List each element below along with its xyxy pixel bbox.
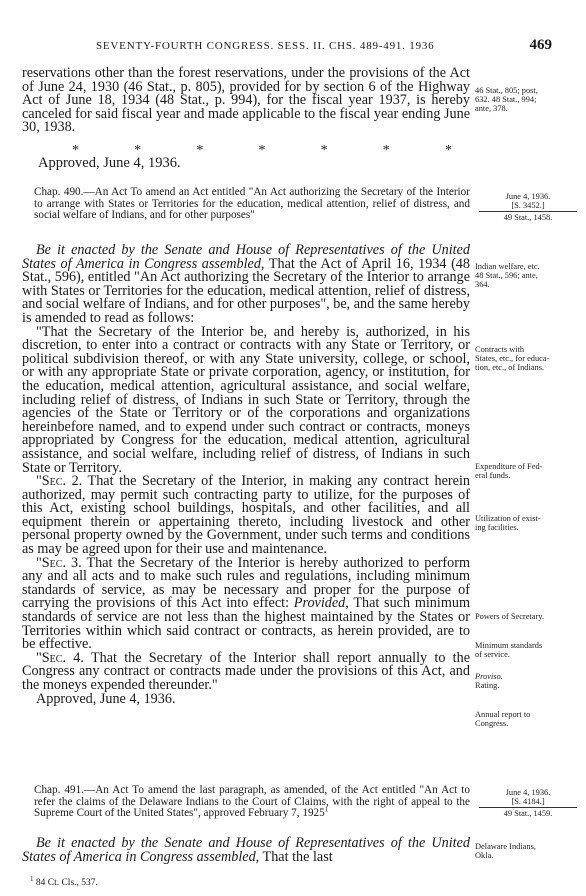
chapter-490-title: Chap. 490.—An Act To amend an Act entitled "An Act authorizing the Secretary of the Interior to arrange with States or Territories for the education, medical attention, relief of distress, and social welfare of Indians, and for other purposes" <box>34 186 470 222</box>
margin-note-bill: [S. 4184.] <box>511 797 545 806</box>
footnote <box>30 874 98 888</box>
section-3-text-b: That such minimum standards of service are not less than the highest maintained by the States or Territories within which said contract or contracts, as herein provided, are to be effective. <box>22 595 470 653</box>
section-3-label: "Sec. 3. <box>36 554 82 571</box>
margin-note-line: Congress. <box>475 719 509 728</box>
margin-note-line: Powers of Secretary. <box>475 612 544 621</box>
footnote-text: 84 Ct. Cls., 537. <box>35 878 98 888</box>
margin-note-line: 364. <box>475 280 490 289</box>
margin-note-line: 632. 48 Stat., 994; <box>475 95 537 104</box>
section-4-label: "Sec. 4. <box>36 649 84 666</box>
margin-note-citations <box>475 86 581 113</box>
margin-note-date: June 4, 1936. <box>505 192 551 201</box>
section-3-paragraph <box>22 554 470 653</box>
star: * <box>258 143 266 158</box>
margin-note-stat: 49 Stat., 1458. <box>503 213 553 222</box>
margin-note-line: Proviso. <box>475 672 503 681</box>
section-2-paragraph <box>22 475 470 557</box>
margin-rule <box>479 807 577 808</box>
section-4-text: That the Secretary of the Interior shall report annually to the Congress any contract or contracts made under the provisions of this Act, and the moneys expended thereunder." <box>22 649 471 693</box>
chapter-491-enacting-paragraph <box>22 836 470 864</box>
margin-note-line: Utilization of exist- <box>475 514 541 523</box>
margin-note-powers <box>475 612 581 621</box>
running-header <box>96 37 552 54</box>
margin-note-line: States, etc., for educa- <box>475 354 550 363</box>
section-1-paragraph: "That the Secretary of the Interior be, and hereby is, authorized, in his discretion, to enter into a contract or contracts with any State or Territory, or political subdivision thereof, or with any State university, college, or school, or with any appropriate State or private corporation, agency, or institution, for the education, medical attention, agricultural assistance, and social welfare, including relief of distress, of Indians in such State or Territory, through the agencies of the State or Territory or of the corporations and organizations hereinbefore named, and to expend under such contract or contracts, moneys appropriated by Congress for the education, medical attention, agricultural assistance, and social welfare, including relief of distress, of Indians in such State or Territory. <box>22 323 470 476</box>
margin-note-delaware <box>475 842 581 860</box>
margin-note-line: Rating. <box>475 681 500 690</box>
margin-note-line: Contracts with <box>475 345 525 354</box>
margin-note-line: eral funds. <box>475 471 511 480</box>
top-paragraph-text: reservations other than the forest reservations, under the provisions of the Act of June 24, 1930 (46 Stat., p. 805), provided for by section 6 of the Highway Act of June 18, 1934 (48 Stat., p. 994), for the fiscal year 1937, is hereby canceled for said fiscal year and made applicable to the fiscal year ending June 30, 1938. <box>22 65 470 136</box>
chapter-490-heading <box>22 187 470 222</box>
margin-note-line: Delaware Indians, <box>475 842 536 851</box>
margin-note-chapter-490 <box>475 192 581 222</box>
chapter-491-enacting-clause: Be it enacted by the Senate and House of Representatives of the United States of America in Congress assembled, <box>22 835 470 865</box>
margin-note-line: ing facilities. <box>475 523 519 532</box>
margin-note-proviso <box>475 672 581 690</box>
star: * <box>134 143 142 158</box>
enacting-paragraph <box>22 244 470 326</box>
proviso-label: Provided, <box>293 595 349 612</box>
chapter-490-body <box>22 244 470 706</box>
chapter-491-body <box>22 836 470 864</box>
margin-note-line: 46 Stat., 805; post, <box>475 86 538 95</box>
margin-note-bill: [S. 3452.] <box>511 201 545 210</box>
margin-note-date: June 4, 1936. <box>505 788 551 797</box>
margin-note-line: Okla. <box>475 851 494 860</box>
section-3-text-a: That the Secretary of the Interior is hereby authorized to perform any and all acts and to make such rules and regulations, including minimum standards of service, as may be necessary and proper for the purpose of carrying the provisions of this Act into effect: <box>22 554 470 612</box>
margin-note-indian-welfare <box>475 262 581 289</box>
section-4-paragraph <box>22 649 471 693</box>
star: * <box>444 143 452 158</box>
margin-note-line: Minimum standards <box>475 641 543 650</box>
enacting-rest: That the Act of April 16, 1934 (48 Stat., 596), entitled "An Act authorizing the Secretary of the Interior to arrange with States or Territories for the education, medical attention, relief of distress, and social welfare of Indians, and for other purposes", be, and the same hereby is amended to read as follows: <box>22 255 470 326</box>
star: * <box>196 143 204 158</box>
footnote-ref: 1 <box>324 805 329 814</box>
star: * <box>320 143 328 158</box>
margin-note-line: Indian welfare, etc. <box>475 262 540 271</box>
chapter-491-enacting-rest: That the last <box>262 849 333 865</box>
margin-rule <box>479 211 577 212</box>
star: * <box>72 143 79 158</box>
margin-note-contracts <box>475 345 581 372</box>
top-paragraph <box>22 67 470 135</box>
margin-note-expenditure <box>475 462 581 480</box>
margin-note-annual-report <box>475 710 581 728</box>
margin-note-line: Annual report to <box>475 710 531 719</box>
margin-note-minimum-standards <box>475 641 581 659</box>
star: * <box>382 143 390 158</box>
margin-note-line: Expenditure of Fed- <box>475 462 543 471</box>
enacting-clause: Be it enacted by the Senate and House of Representatives of the United States of America in Congress assembled, <box>22 242 470 272</box>
section-2-text: That the Secretary of the Interior, in making any contract herein authorized, may permit such contracting party to utilize, for the purposes of this Act, existing school buildings, hospitals, and other facilities, and all equipment therein or appertaining thereto, including livestock and other personal property owned by the Government, under such terms and conditions as may be agreed upon for their use and maintenance. <box>22 473 470 558</box>
page-number: 469 <box>529 37 552 53</box>
chapter-491-heading <box>22 785 470 820</box>
margin-note-line: tion, etc., of Indians. <box>475 363 545 372</box>
running-title: SEVENTY-FOURTH CONGRESS. SESS. II. CHS. 489-491. 1936 <box>96 40 435 52</box>
chapter-491-title: Chap. 491.—An Act To amend the last paragraph, as amended, of the Act entitled "An Act to refer the claims of the Delaware Indians to the Court of Claims, with the right of appeal to the Supreme Court of the United States", approved February 7, 1925 <box>34 784 470 820</box>
margin-note-line: 48 Stat., 596; ante, <box>475 271 538 280</box>
margin-note-line: of service. <box>475 650 510 659</box>
footnote-mark: 1 <box>30 874 34 883</box>
margin-note-chapter-491 <box>475 788 581 818</box>
chapter-490-approved: Approved, June 4, 1936. <box>36 690 176 707</box>
margin-note-utilization <box>475 514 581 532</box>
section-2-label: "Sec. 2. <box>36 473 83 490</box>
approved-line: Approved, June 4, 1936. <box>38 155 181 171</box>
margin-note-line: ante, 378. <box>475 104 508 113</box>
margin-note-stat: 49 Stat., 1459. <box>503 809 553 818</box>
chapter-491-title-wrap <box>22 785 470 820</box>
